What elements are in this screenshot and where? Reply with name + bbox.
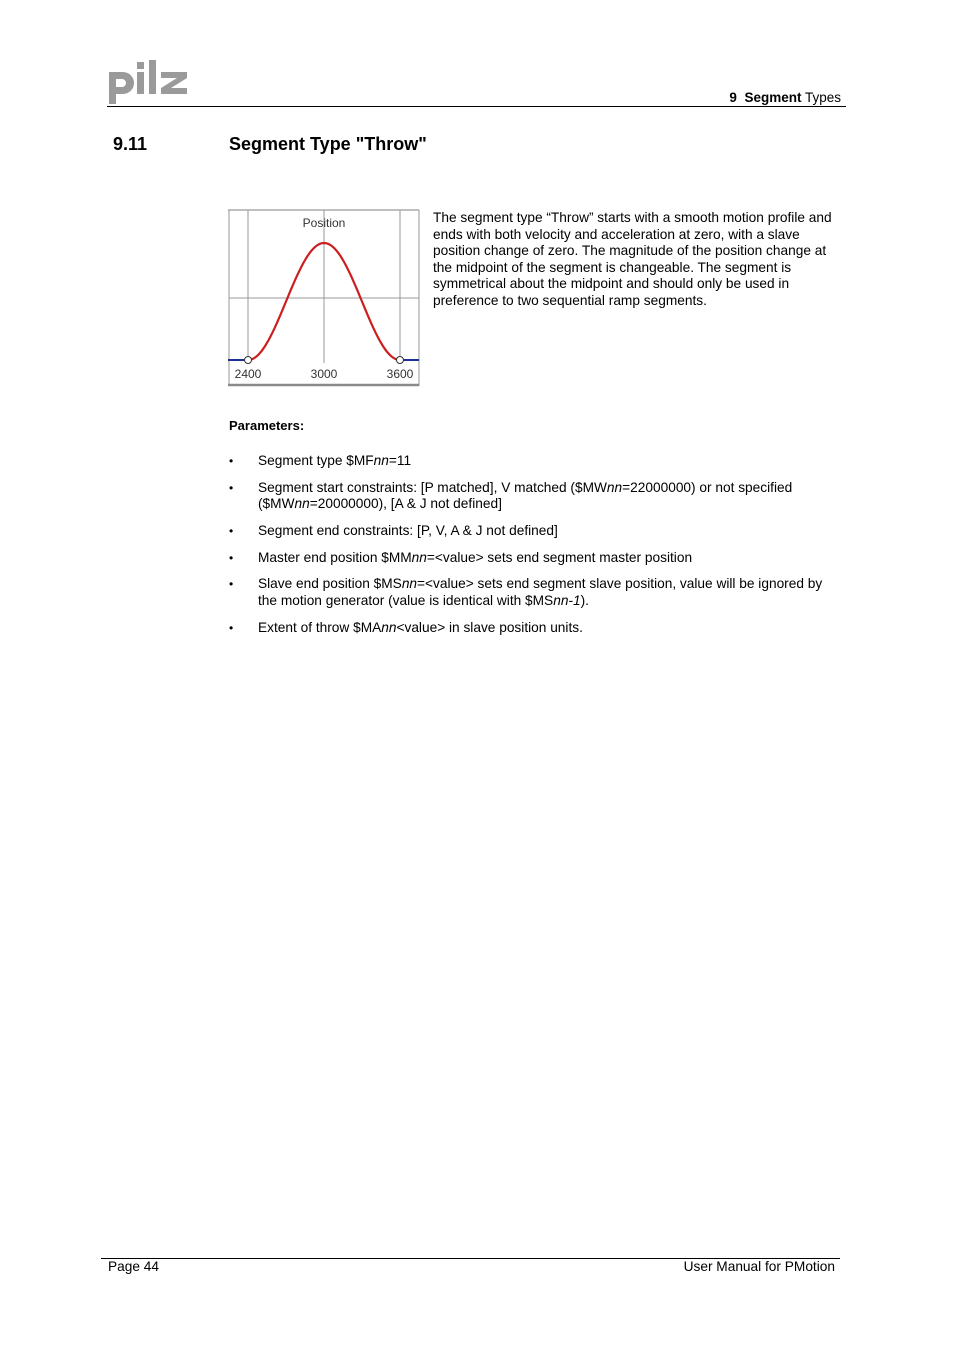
header-rule xyxy=(107,106,846,107)
chapter-bold: Segment xyxy=(744,90,802,105)
list-item: • Segment start constraints: [P matched], V matched ($MWnn=22000000) or not specified ($MWnn=20000000), [A & J not defined] xyxy=(229,480,839,513)
end-point-marker xyxy=(397,357,404,364)
intro-paragraph: The segment type “Throw” starts with a smooth motion profile and ends with both velocity and acceleration at zero, with a slave position change of zero. The magnitude of the position change at the midpoint of the segment is changeable. The segment is symmetrical about the midpoint and should only be used in preference to two sequential ramp segments. xyxy=(433,210,832,308)
x-tick-label-2400: 2400 xyxy=(234,367,262,381)
chapter-rest: Types xyxy=(801,90,841,105)
section-number: 9.11 xyxy=(113,134,148,154)
start-point-marker xyxy=(245,357,252,364)
list-item: • Master end position $MMnn=<value> sets end segment master position xyxy=(229,550,839,566)
x-tick-label-3000: 3000 xyxy=(310,367,338,381)
chapter-header xyxy=(729,90,841,105)
list-item: • Extent of throw $MAnn<value> in slave position units. xyxy=(229,620,839,636)
pilz-logo xyxy=(107,60,191,104)
section-title: Segment Type "Throw" xyxy=(229,134,427,154)
chart-title: Position xyxy=(302,216,346,230)
list-item: • Segment type $MFnn=11 xyxy=(229,453,839,469)
list-item: • Segment end constraints: [P, V, A & J not defined] xyxy=(229,523,839,539)
parameter-list xyxy=(229,453,839,646)
x-tick-label-3600: 3600 xyxy=(386,367,414,381)
throw-position-chart xyxy=(228,208,420,390)
chapter-number: 9 xyxy=(729,90,737,105)
list-item: • Slave end position $MSnn=<value> sets end segment slave position, value will be ignored by the motion generator (value is identical with $MSnn-1). xyxy=(229,576,839,609)
page-number: Page 44 xyxy=(108,1259,159,1274)
manual-title: User Manual for PMotion xyxy=(683,1259,835,1274)
parameters-heading: Parameters: xyxy=(229,418,305,433)
